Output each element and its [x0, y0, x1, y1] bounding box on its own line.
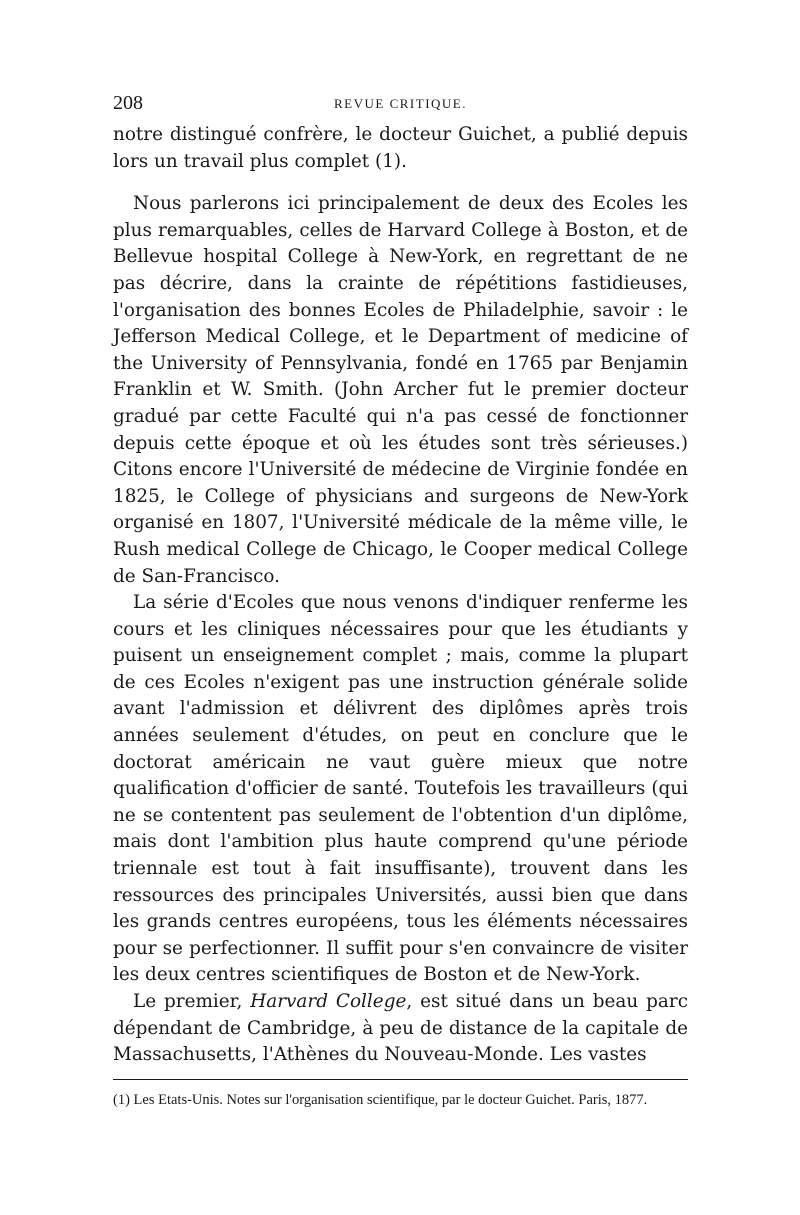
paragraph-4	[113, 989, 688, 1069]
paragraph-2: Nous parlerons ici principalement de deux des Ecoles les plus remarquables, celles de Harvard College à Boston, et de Bellevue hospital College à New-York, en regrettant de ne pas décrire, dans la crainte de répétitions fastidieuses, l'organisation des bonnes Ecoles de Philadelphie, savoir : le Jefferson Medical College, et le Department of medicine of the University of Pennsylvania, fondé en 1765 par Benjamin Franklin et W. Smith. (John Archer fut le premier docteur gradué par cette Faculté qui n'a pas cessé de fonctionner depuis cette époque et où les études sont très sérieuses.) Citons encore l'Université de médecine de Virginie fondée en 1825, le College of physicians and surgeons de New-York organisé en 1807, l'Université médicale de la même ville, le Rush medical College de Chicago, le Cooper medical College de San-Francisco.	[113, 193, 688, 587]
paragraph-4-lead: Le premier,	[133, 991, 251, 1012]
paragraph-1: notre distingué confrère, le docteur Guichet, a publié depuis lors un travail plus complet (1).	[113, 124, 688, 172]
footnote: (1) Les Etats-Unis. Notes sur l'organisation scientifique, par le docteur Guichet. Paris, 1877.	[113, 1091, 648, 1108]
footnote-rule	[113, 1079, 688, 1080]
harvard-college-italic: Harvard College	[250, 991, 407, 1012]
page-number: 208	[113, 92, 143, 114]
paragraph-3: La série d'Ecoles que nous venons d'indiquer renferme les cours et les cliniques nécessaires pour que les étudiants y puisent un enseignement complet ; mais, comme la plupart de ces Ecoles n'exigent pas une instruction générale solide avant l'admission et délivrent des diplômes après trois années seulement d'études, on peut en conclure que le doctorat américain ne vaut guère mieux que notre qualification d'officier de santé. Toutefois les travailleurs (qui ne se contentent pas seulement de l'obtention d'un diplôme, mais dont l'ambition plus haute comprend qu'une période triennale est tout à fait insuffisante), trouvent dans les ressources des principales Universités, aussi bien que dans les grands centres européens, tous les éléments nécessaires pour se perfectionner. Il suffit pour s'en convaincre de visiter les deux centres scientifiques de Boston et de New-York.	[113, 592, 688, 986]
page	[113, 92, 688, 1111]
running-head	[113, 92, 688, 122]
paragraph-4-rest: , est situé dans un beau parc dépendant de Cambridge, à peu de distance de la capitale de Massachusetts, l'Athènes du Nouveau-Monde. Les vastes	[113, 991, 688, 1066]
running-title: REVUE CRITIQUE.	[334, 96, 467, 111]
body-text	[113, 122, 688, 1069]
